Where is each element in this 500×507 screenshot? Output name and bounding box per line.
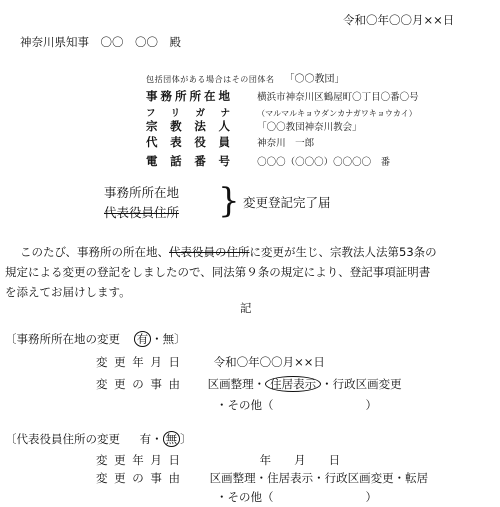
section2-other: ・その他（ ） (216, 490, 377, 504)
furigana-value: （マルマルキョウダンカナガワキョウカイ） (257, 109, 417, 118)
brace-icon: } (218, 181, 240, 221)
section1-other: ・その他（ ） (216, 398, 377, 412)
furigana-label: フリガナ (146, 108, 230, 119)
addressee: 神奈川県知事 〇〇 〇〇 殿 (20, 35, 181, 49)
section2-heading: 〔代表役員住所の変更 (5, 432, 120, 446)
section1-reason-c: ・行政区画変更 (321, 377, 402, 391)
section1-date-value: 令和〇年〇〇月××日 (213, 355, 325, 369)
office-location-value: 横浜市神奈川区鶴屋町〇丁目〇番〇号 (257, 92, 419, 103)
section2-date-value: 年 月 日 (259, 453, 341, 467)
section2-reason: 区画整理・住居表示・行政区画変更・転居 (209, 471, 429, 485)
body-line1-a: このたび、事務所の所在地、 (20, 245, 170, 259)
representative-label: 代表役員 (146, 135, 230, 149)
section1-date-label: 変更年月日 (96, 355, 180, 369)
body-line1-c: に変更が生じ、宗教法人法第53条の (249, 245, 437, 259)
phone-value: 〇〇〇（〇〇〇）〇〇〇〇 番 (257, 157, 391, 168)
corporation-label: 宗教法人 (146, 119, 230, 133)
corporation-value: 「〇〇教団神奈川教会」 (257, 122, 362, 133)
section1-reason-selected: 住居表示 (265, 376, 321, 392)
section1-reason-label: 変更の事由 (96, 377, 180, 391)
title-line-representative: 代表役員住所 (104, 205, 180, 220)
office-location-label: 事務所所在地 (146, 89, 230, 103)
parent-body-value: 「〇〇教団」 (284, 74, 345, 85)
section2-option-yes: 有・ (139, 432, 163, 446)
ki-heading: 記 (240, 301, 252, 315)
section1-option-yes: 有 (134, 331, 152, 347)
body-line1-struck: 代表役員の住所 (169, 245, 250, 259)
body-line3: を添えてお届けします。 (5, 285, 131, 299)
parent-body-label: 包括団体がある場合はその団体名 (146, 75, 274, 84)
section1-option-sep: ・ (151, 332, 163, 346)
section2-reason-label: 変更の事由 (96, 471, 180, 485)
document-date: 令和〇年〇〇月××日 (343, 13, 455, 27)
section2-date-label: 変更年月日 (96, 453, 180, 467)
section2-option-close: 〕 (180, 432, 192, 446)
section2-option-no: 無 (163, 431, 181, 447)
title-line-office: 事務所所在地 (104, 185, 180, 200)
section1-reason-a: 区画整理・ (207, 377, 266, 391)
section1-heading: 〔事務所所在地の変更 (5, 332, 120, 346)
representative-value: 神奈川 一郎 (257, 138, 315, 149)
body-line2: 規定による変更の登記をしましたので、同法第９条の規定により、登記事項証明書 (5, 265, 431, 279)
phone-label: 電話番号 (146, 154, 230, 168)
section1-option-no: 無〕 (162, 332, 186, 346)
title-suffix: 変更登記完了届 (243, 195, 331, 210)
